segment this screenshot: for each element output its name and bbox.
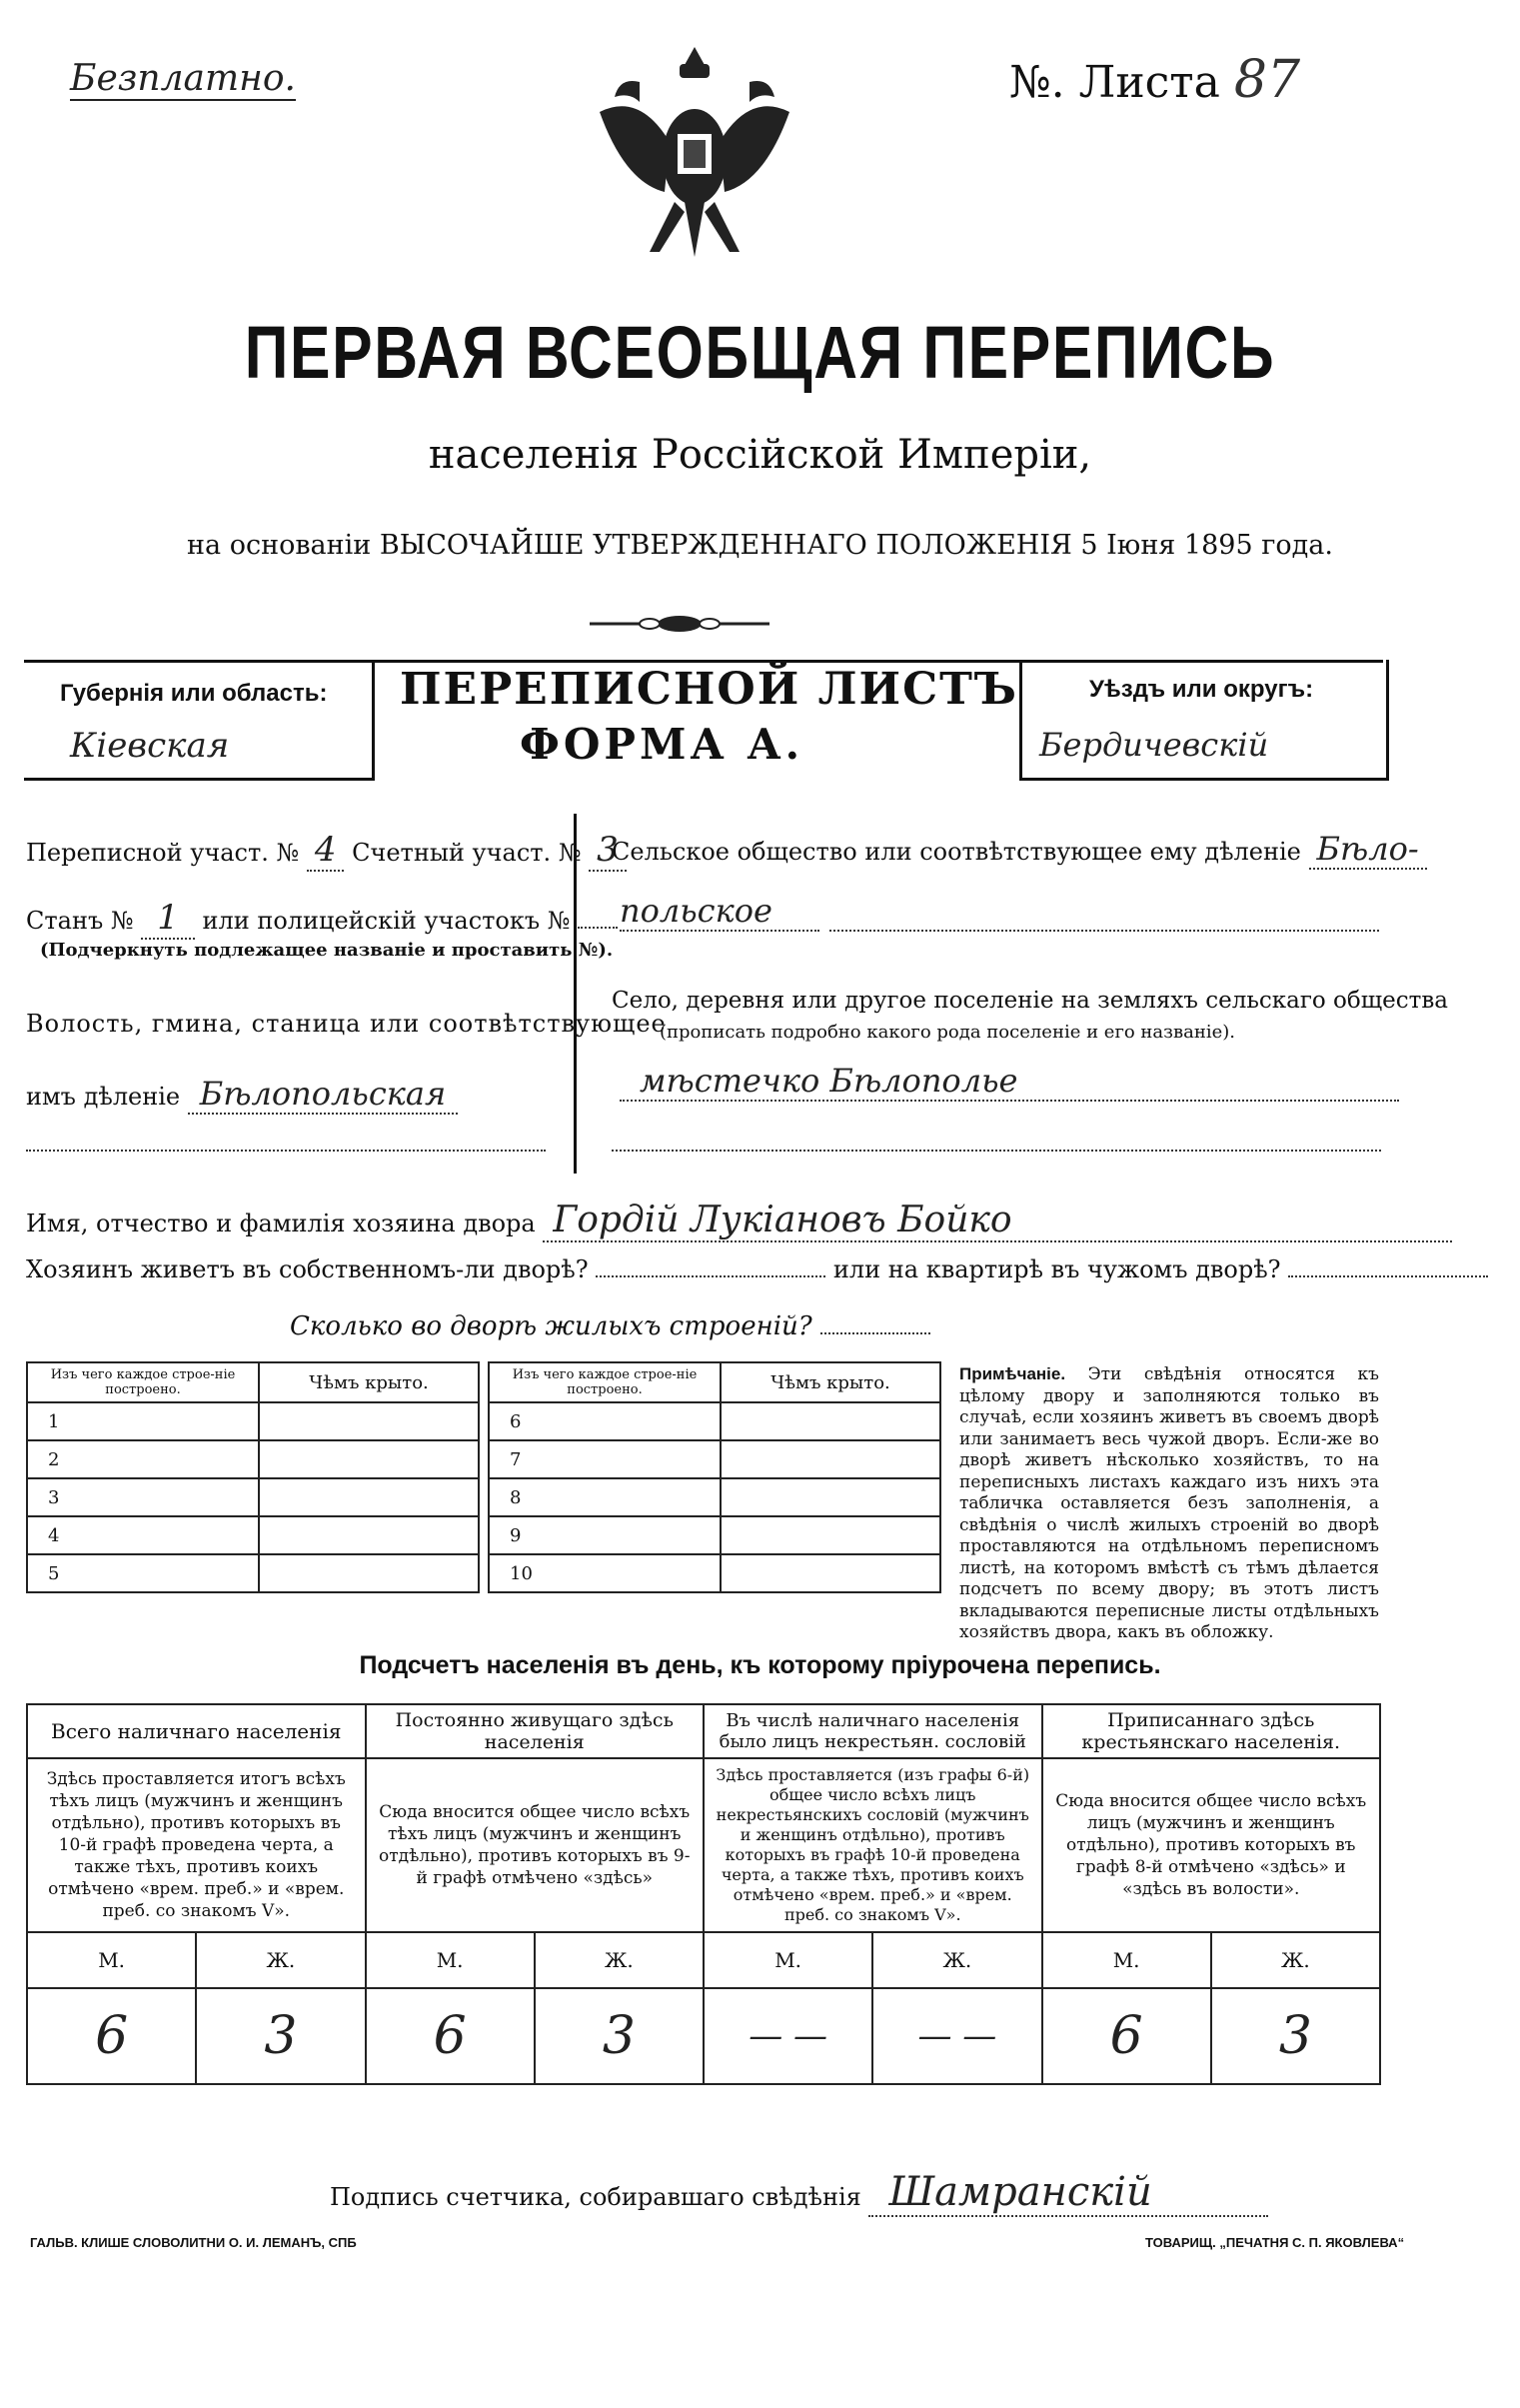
form-title: ПЕРЕПИСНОЙ ЛИСТЪ: [400, 664, 1018, 715]
form-subtitle: ФОРМА А.: [520, 720, 804, 769]
col-roof-header: Чѣмъ крыто.: [259, 1362, 479, 1402]
note-block: [959, 1363, 1379, 1644]
stan-label: Станъ №: [26, 907, 134, 935]
roof-cell[interactable]: [721, 1478, 940, 1516]
census-title: ПЕРВАЯ ВСЕОБЩАЯ ПЕРЕПИСЬ: [244, 311, 1276, 394]
own-label: Хозяинъ живетъ въ собственномъ-ли дворѣ?: [26, 1255, 589, 1283]
count-peasant-male[interactable]: 6: [1042, 1988, 1211, 2084]
count-permanent-female[interactable]: 3: [535, 1988, 704, 2084]
roof-cell[interactable]: [259, 1402, 479, 1440]
signature-row: [330, 2169, 1268, 2217]
uezd-label: Уѣздъ или округъ:: [1089, 676, 1314, 703]
m-header: М.: [1042, 1932, 1211, 1988]
count-col-3-desc: Здѣсь проставляется (изъ графы 6-й) общее число всѣхъ лицъ некрестьянскихъ сословій (мужчинъ и женщинъ отдѣльно), противъ которыхъ въ графѣ 10-й проведена черта, а также тѣхъ, противъ коихъ отмѣчено «врем. преб.» и «врем. преб. со знакомъ V».: [704, 1758, 1042, 1932]
row-label: 10: [489, 1554, 721, 1592]
count-title: Подсчетъ населенія въ день, къ которому пріурочена перепись.: [359, 1651, 1161, 1679]
gubernia-label: Губернія или область:: [60, 680, 328, 707]
count-col-4-header: Приписаннаго здѣсь крестьянскаго населенія.: [1042, 1704, 1381, 1758]
roof-cell[interactable]: [721, 1402, 940, 1440]
owner-row: [26, 1200, 1452, 1242]
count-permanent-male[interactable]: 6: [366, 1988, 535, 2084]
roof-cell[interactable]: [259, 1554, 479, 1592]
population-count-table: [26, 1703, 1381, 2085]
rent-value[interactable]: [1288, 1275, 1488, 1277]
m-header: М.: [27, 1932, 196, 1988]
zh-header: Ж.: [872, 1932, 1041, 1988]
count-col-3-header: Въ числѣ наличнаго населенія было лицъ некрестьян. сословій: [704, 1704, 1042, 1758]
m-header: М.: [704, 1932, 872, 1988]
count-total-female[interactable]: 3: [196, 1988, 365, 2084]
free-label: Безплатно.: [70, 58, 296, 99]
count-col-1-desc: Здѣсь проставляется итогъ всѣхъ тѣхъ лицъ (мужчинъ и женщинъ отдѣльно), противъ которыхъ въ 10-й графѣ проведена черта, а также тѣхъ, противъ коихъ отмѣчено «врем. преб.» и «врем. преб. со знакомъ V».: [27, 1758, 366, 1932]
count-peasant-female[interactable]: 3: [1211, 1988, 1380, 2084]
volost-label: Волость, гмина, станица или соотвѣтствующее: [26, 1010, 667, 1038]
owner-name-value[interactable]: Гордій Лукіановъ Бойко: [543, 1200, 1452, 1242]
footer-right: ТОВАРИЩ. „ПЕЧАТНЯ С. П. ЯКОВЛЕВА“: [1145, 2235, 1405, 2250]
signature-label: Подпись счетчика, собиравшаго свѣдѣнія: [330, 2183, 861, 2211]
count-total-male[interactable]: 6: [27, 1988, 196, 2084]
roof-cell[interactable]: [721, 1516, 940, 1554]
zh-header: Ж.: [1211, 1932, 1380, 1988]
col-material-header: Изъ чего каждое строе-ніе построено.: [27, 1362, 259, 1402]
count-col-2-desc: Сюда вносится общее число всѣхъ тѣхъ лицъ (мужчинъ и женщинъ отдѣльно), противъ которыхъ въ 9-й графѣ отмѣчено «здѣсь»: [366, 1758, 705, 1932]
society-row: [612, 830, 1427, 868]
row-label: 3: [27, 1478, 259, 1516]
buildings-table-left: [26, 1361, 480, 1593]
signature-value[interactable]: Шамранскій: [868, 2169, 1268, 2217]
sheet-no-value: 87: [1233, 50, 1301, 110]
schetny-label: Счетный участ. №: [352, 839, 582, 867]
row-label: 5: [27, 1554, 259, 1592]
village-value[interactable]: мѣстечко Бѣлополье: [620, 1062, 1399, 1102]
note-heading: Примѣчаніе.: [959, 1364, 1066, 1383]
buildings-table-right: [488, 1361, 941, 1593]
col-roof-header: Чѣмъ крыто.: [721, 1362, 940, 1402]
count-col-2-header: Постоянно живущаго здѣсь населенія: [366, 1704, 705, 1758]
buildings-question: [290, 1311, 930, 1341]
roof-cell[interactable]: [721, 1554, 940, 1592]
roof-cell[interactable]: [259, 1478, 479, 1516]
stan-row: [26, 898, 618, 938]
roof-cell[interactable]: [259, 1440, 479, 1478]
census-subtitle: населенія Россійской Имперіи,: [428, 432, 1092, 478]
uchastok-row: [26, 830, 627, 870]
volost-value[interactable]: Бѣлопольская: [188, 1075, 458, 1115]
row-label: 9: [489, 1516, 721, 1554]
census-basis: на основаніи ВЫСОЧАЙШЕ УТВЕРЖДЕННАГО ПОЛОЖЕНІЯ 5 Іюня 1895 года.: [187, 530, 1333, 561]
count-col-4-desc: Сюда вносится общее число всѣхъ лицъ (мужчинъ и женщинъ отдѣльно), противъ которыхъ въ графѣ 8-й отмѣчено «здѣсь» и «здѣсь въ волости».: [1042, 1758, 1381, 1932]
footer-left: ГАЛЬВ. КЛИШЕ СЛОВОЛИТНИ О. И. ЛЕМАНЪ, СПБ: [30, 2235, 357, 2250]
police-value[interactable]: [578, 927, 618, 929]
volost-label-2: имъ дѣленіе: [26, 1083, 181, 1111]
zh-header: Ж.: [535, 1932, 704, 1988]
buildings-question-text: Сколько во дворѣ жилыхъ строеній?: [290, 1311, 812, 1341]
schetny-value[interactable]: 3: [589, 830, 627, 872]
society-blank-line: [829, 930, 1379, 932]
village-blank-line: [612, 1150, 1381, 1152]
society-label: Сельское общество или соотвѣтствующее ему дѣленіе: [612, 838, 1301, 866]
count-nonpeasant-male[interactable]: — —: [704, 1988, 872, 2084]
row-label: 6: [489, 1402, 721, 1440]
ornament-divider: [590, 612, 769, 636]
row-label: 2: [27, 1440, 259, 1478]
sheet-no-label: №. Листа: [1009, 57, 1220, 108]
roof-cell[interactable]: [721, 1440, 940, 1478]
stan-value[interactable]: 1: [141, 898, 195, 940]
row-label: 4: [27, 1516, 259, 1554]
row-label: 1: [27, 1402, 259, 1440]
underline-note: (Подчеркнуть подлежащее названіе и проставить №).: [40, 940, 614, 961]
zh-header: Ж.: [196, 1932, 365, 1988]
uchastok-value[interactable]: 4: [307, 830, 345, 872]
count-nonpeasant-female[interactable]: — —: [872, 1988, 1041, 2084]
police-label: или полицейскій участокъ №: [202, 907, 571, 935]
uezd-value[interactable]: Бердичевскій: [1039, 726, 1269, 764]
row-label: 8: [489, 1478, 721, 1516]
rent-label: или на квартирѣ въ чужомъ дворѣ?: [832, 1255, 1281, 1283]
own-value[interactable]: [596, 1275, 825, 1277]
society-value[interactable]: Бѣло-: [1309, 830, 1427, 870]
sheet-number: [1009, 50, 1300, 110]
owner-name-label: Имя, отчество и фамилія хозяина двора: [26, 1209, 536, 1237]
volost-blank-line: [26, 1150, 546, 1152]
ownership-row: [26, 1255, 1488, 1283]
village-label: Село, деревня или другое поселеніе на земляхъ сельскаго общества: [612, 988, 1449, 1014]
society-value-2[interactable]: польское: [620, 892, 819, 932]
buildings-count-value[interactable]: [820, 1332, 930, 1334]
col-material-header: Изъ чего каждое строе-ніе построено.: [489, 1362, 721, 1402]
roof-cell[interactable]: [259, 1516, 479, 1554]
row-label: 7: [489, 1440, 721, 1478]
village-note: (прописать подробно какого рода поселеніе и его названіе).: [660, 1022, 1235, 1043]
coat-of-arms-emblem: [580, 42, 809, 272]
gubernia-value[interactable]: Кіевская: [70, 726, 230, 766]
count-col-1-header: Всего наличнаго населенія: [27, 1704, 366, 1758]
uchastok-label: Переписной участ. №: [26, 839, 300, 867]
m-header: М.: [366, 1932, 535, 1988]
note-text: Эти свѣдѣнія относятся къ цѣлому двору и заполняются только въ случаѣ, если хозяинъ живетъ въ своемъ дворѣ или занимаетъ весь чужой дворъ. Если-же во дворѣ живетъ нѣсколько хозяйствъ, то на переписныхъ листахъ каждаго изъ нихъ эта табличка оставляется безъ заполненія, а свѣдѣнія о числѣ жилыхъ строеній во дворѣ проставляются на отдѣльномъ переписномъ листѣ, на которомъ вмѣстѣ съ тѣмъ дѣлается подсчетъ по всему двору; въ этотъ листъ вкладываются переписные листы отдѣльныхъ хозяйствъ двора, какъ въ обложку.: [959, 1364, 1379, 1642]
volost-row: [26, 1075, 458, 1113]
